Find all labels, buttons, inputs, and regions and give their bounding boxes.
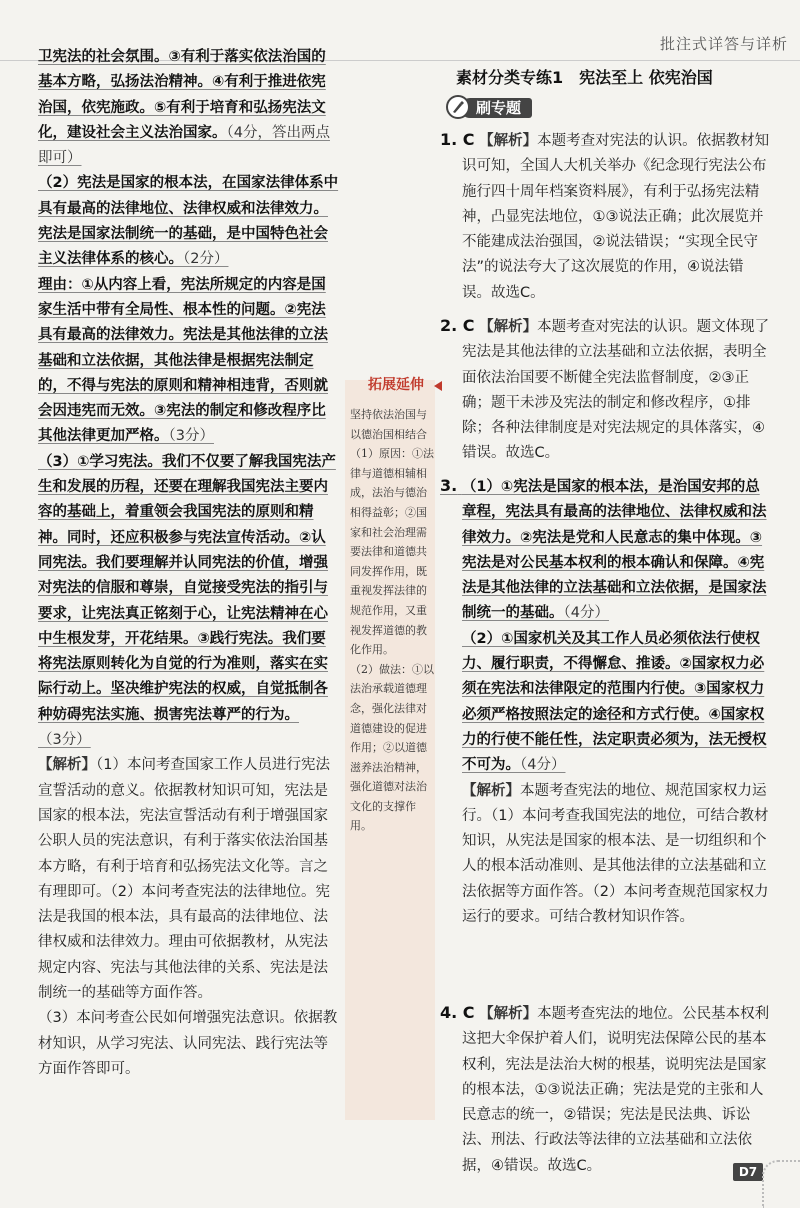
side-note-title: 拓展延伸 [368,377,424,393]
question-1: 1. C 【解析】本题考查对宪法的认识。依据教材知识可知，全国人大机关举办《纪念现行宪法公布施行四十周年档案资料展》，有利于弘扬宪法精神，凸显宪法地位，①③说法正确；此次展览并不能建成法治强国，②说法错误；“实现全民守法”的说法夸大了这次展览的作用，④说法错误。故选C。 [440,130,770,301]
question-number: 1. C [440,130,475,149]
question-3: 3. （1）①宪法是国家的根本法，是治国安邦的总章程，宪法具有最高的法律地位、法律权威和法律效力。②宪法是党和人民意志的集中体现。③宪法是对公民基本权利的根本确认和保障。④宪法是其他法律的立法基础和立法依据，是国家法制统一的基础。（4分） （2）①国家机关及其工作人员必须依法行使权力、履行职责，不得懈怠、推诿。②国家权力必须在宪法和法律限定的范围内行使。③国家权力必须严格按照法定的途径和方式行使。④国家权力的行使不能任性，法定职责必须为，法无授权不可为。（4分） 【解析】本题考查宪法的地位、规范国家权力运行。（1）本问考查我国宪法的地位，可结合教材知识，从宪法是国家的根本法、是一切组织和个人的根本活动准则、是其他法律的立法基础和立法依据等方面作答。（2）本问考查规范国家权力运行的要求。可结合教材知识作答。 [440,476,769,926]
left-column [38,45,340,1082]
side-note-line: 坚持依法治国与以德治国相结合 [350,408,427,441]
left-para-3: 理由：①从内容上看，宪法所规定的内容是国家生活中带有全局性、根本性的问题。②宪法具有最高的法律效力。宪法是其他法律的立法基础和立法依据，其他法律是根据宪法制定的，不得与宪法的原则和精神相违背，否则就会因违宪而无效。③宪法的制定和修改程序比其他法律更加严格。（3分） [38,276,328,445]
page-number: D7 [733,1163,763,1181]
brush-icon [446,95,470,119]
question-4: 4. C 【解析】本题考查宪法的地位。公民基本权利这把大伞保护着人们，说明宪法保障公民的基本权利，宪法是法治大树的根基，说明宪法是国家的根本法，①③说法正确；宪法是党的主张和人民意志的统一，②错误；宪法是民法典、诉讼法、刑法、行政法等法律的立法基础和立法依据，④错误。故选C。 [440,1003,770,1174]
header-tag: 批注式详答与详析 [659,35,788,53]
question-number: 4. C [440,1003,475,1022]
question-2: 2. C 【解析】本题考查对宪法的认识。题文体现了宪法是其他法律的立法基础和立法依据，表明全面依法治国要不断健全宪法监督制度，②③正确；题干未涉及宪法的制定和修改程序，①排除；各种法律制度是对宪法规定的具体落实，④错误。故选C。 [440,316,770,462]
left-para-4: （3）①学习宪法。我们不仅要了解我国宪法产生和发展的历程，还要在理解我国宪法主要内容的基础上，着重领会我国宪法的原则和精神。同时，还应积极参与宪法宣传活动。②认同宪法。我们要理解并认同宪法的价值，增强对宪法的信服和尊崇，自觉接受宪法的指引与要求，让宪法真正铭刻于心，让宪法精神在心中生根发芽，开花结果。③践行宪法。我们要将宪法原则转化为自觉的行为准则，落实在实际行动上。坚决维护宪法的权威，自觉抵制各种妨碍宪法实施、损害宪法尊严的行为。（3分） [38,453,336,749]
topic-badge [446,95,534,121]
left-para-1: 卫宪法的社会氛围。③有利于落实依法治国的基本方略，弘扬法治精神。④有利于推进依宪治国，依宪施政。⑤有利于培育和弘扬宪法文化，建设社会主义法治国家。（4分，答出两点即可） [38,49,330,167]
left-para-2: （2）宪法是国家的根本法，在国家法律体系中具有最高的法律地位、法律权威和法律效力。宪法是国家法制统一的基础，是中国特色社会主义法律体系的核心。（2分） [38,175,339,268]
side-note-line: （2）做法：①以法治承载道德理念，强化法律对道德建设的促进作用；②以道德滋养法治精神，强化道德对法治文化的支撑作用。 [350,662,434,833]
side-note-text [350,405,434,836]
question-number: 2. C [440,316,475,335]
side-note-line: （1）原因：①法律与道德相辅相成，法治与德治相得益彰；②国家和社会治理需要法律和道德共同发挥作用，既重视发挥法律的规范作用，又重视发挥道德的教化作用。 [350,447,434,657]
left-analysis-3: （3）本问考查公民如何增强宪法意识。依据教材知识，从学习宪法、认同宪法、践行宪法等方面作答即可。 [38,1010,338,1077]
question-number: 3. [440,476,458,495]
section-title: 素材分类专练1 宪法至上 依宪治国 [456,68,713,87]
topic-badge-label: 刷专题 [476,99,522,117]
left-analysis: 【解析】（1）本问考查国家工作人员进行宪法宣誓活动的意义。依据教材知识可知，宪法是国家的根本法，宪法宣誓活动有利于增强国家公职人员的宪法意识，有利于落实依法治国基本方略，有利于培育和弘扬宪法文化等。言之有理即可。（2）本问考查宪法的法律地位。宪法是我国的根本法，具有最高的法律地位、法律权威和法律效力。理由可依据教材，从宪法规定内容、宪法与其他法律的关系、宪法是法制统一的基础等方面作答。 [38,757,330,1001]
page-corner-decoration [762,1160,800,1208]
